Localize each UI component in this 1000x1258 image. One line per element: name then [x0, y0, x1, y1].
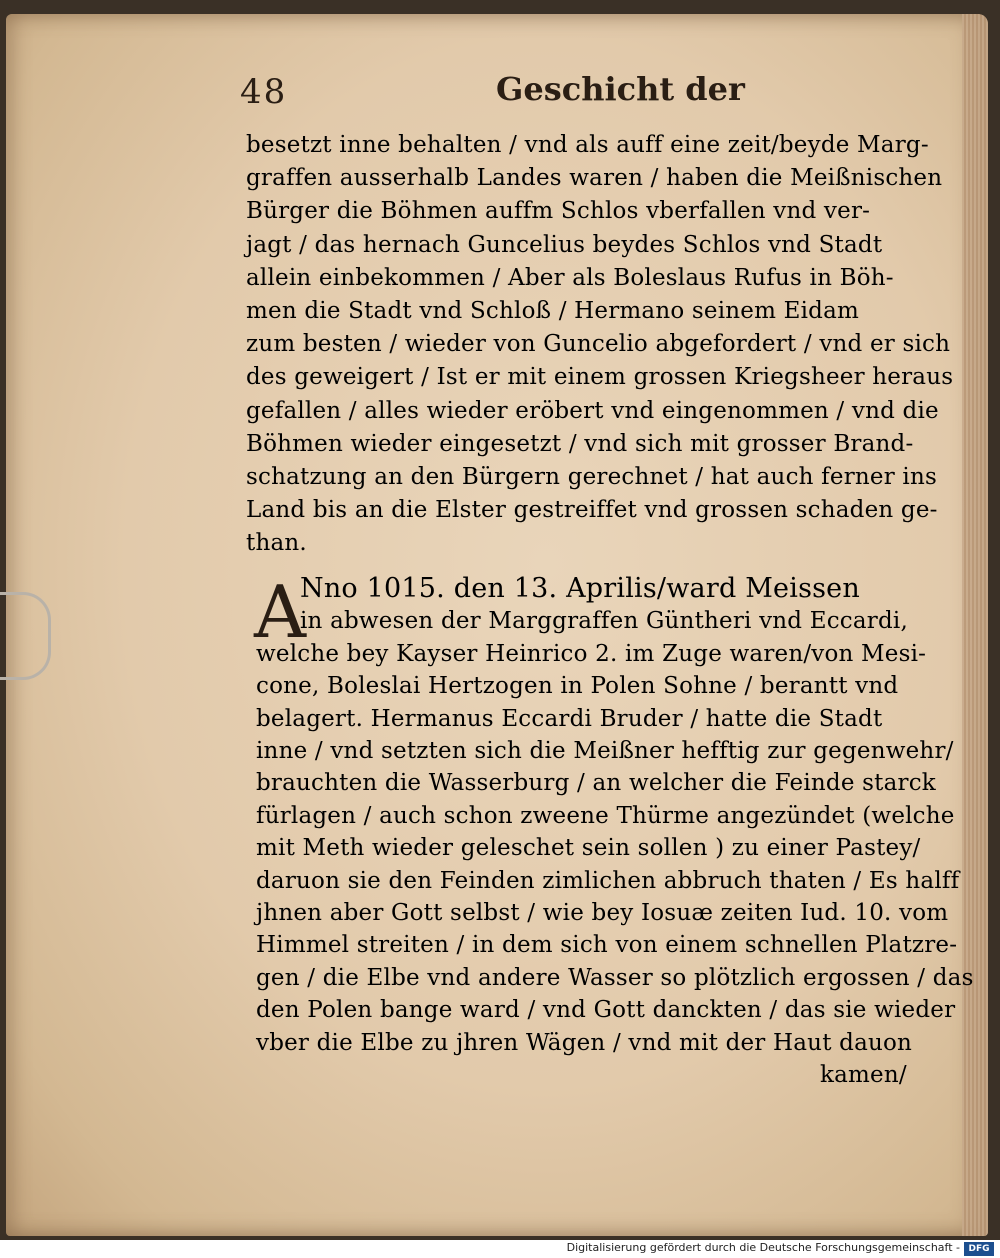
text-line: inne / vnd setzten sich die Meißner hefftig zur gegenwehr/	[256, 738, 954, 764]
text-line: cone, Boleslai Hertzogen in Polen Sohne / berantt vnd	[256, 673, 899, 700]
text-line: Nno 1015. den 13. Aprilis/ward Meissen	[300, 573, 860, 604]
text-line: kamen/	[820, 1062, 907, 1088]
paper-clip	[0, 592, 51, 680]
text-line: schatzung an den Bürgern gerechnet / hat auch ferner ins	[246, 464, 937, 490]
text-line: gen / die Elbe vnd andere Wasser so plötzlich ergossen / das	[256, 964, 974, 991]
text-line: brauchten die Wasserburg / an welcher die Feinde starck	[256, 770, 936, 797]
text-line: belagert. Hermanus Eccardi Bruder / hatte die Stadt	[256, 705, 883, 732]
text-line: men die Stadt vnd Schloß / Hermano seinem Eidam	[246, 298, 860, 324]
drop-cap: A	[254, 570, 306, 654]
text-line: Land bis an die Elster gestreiffet vnd grossen schaden ge-	[246, 497, 938, 524]
text-line: Bürger die Böhmen auffm Schlos vberfallen vnd ver-	[246, 198, 871, 225]
text-line: welche bey Kayser Heinrico 2. im Zuge waren/von Mesi-	[256, 640, 927, 667]
footer-credit: Digitalisierung gefördert durch die Deutsche Forschungsgemeinschaft -	[566, 1241, 960, 1254]
text-line: besetzt inne behalten / vnd als auff eine zeit/beyde Marg-	[246, 132, 929, 158]
text-line: daruon sie den Feinden zimlichen abbruch thaten / Es halff	[256, 867, 960, 894]
text-line: Himmel streiten / in dem sich von einem schnellen Platzre-	[256, 932, 958, 959]
text-line: fürlagen / auch schon zweene Thürme angezündet (welche	[256, 802, 955, 829]
text-line: vber die Elbe zu jhren Wägen / vnd mit der Haut dauon	[256, 1029, 913, 1056]
text-line: allein einbekommen / Aber als Boleslaus Rufus in Böh-	[246, 264, 894, 291]
text-line: jhnen aber Gott selbst / wie bey Iosuæ zeiten Iud. 10. vom	[256, 900, 949, 926]
text-line: den Polen bange ward / vnd Gott danckten / das sie wieder	[256, 997, 956, 1024]
text-line: gefallen / alles wieder eröbert vnd eingenommen / vnd die	[246, 397, 939, 424]
text-line: than.	[246, 530, 307, 557]
text-line: des geweigert / Ist er mit einem grossen Kriegsheer heraus	[246, 364, 954, 391]
dfg-logo: DFG	[964, 1242, 994, 1256]
text-line: jagt / das hernach Guncelius beydes Schlos vnd Stadt	[246, 231, 883, 258]
page-number: 48	[240, 72, 288, 112]
text-line: Böhmen wieder eingesetzt / vnd sich mit grosser Brand-	[246, 430, 914, 457]
page-edge	[962, 14, 988, 1236]
running-head: Geschicht der	[496, 70, 745, 108]
text-line: in abwesen der Marggraffen Güntheri vnd Eccardi,	[300, 608, 908, 635]
text-line: graffen ausserhalb Landes waren / haben die Meißnischen	[246, 165, 943, 192]
text-line: zum besten / wieder von Guncelio abgefordert / vnd er sich	[246, 331, 951, 358]
text-line: mit Meth wieder geleschet sein sollen ) zu einer Pastey/	[256, 835, 921, 862]
